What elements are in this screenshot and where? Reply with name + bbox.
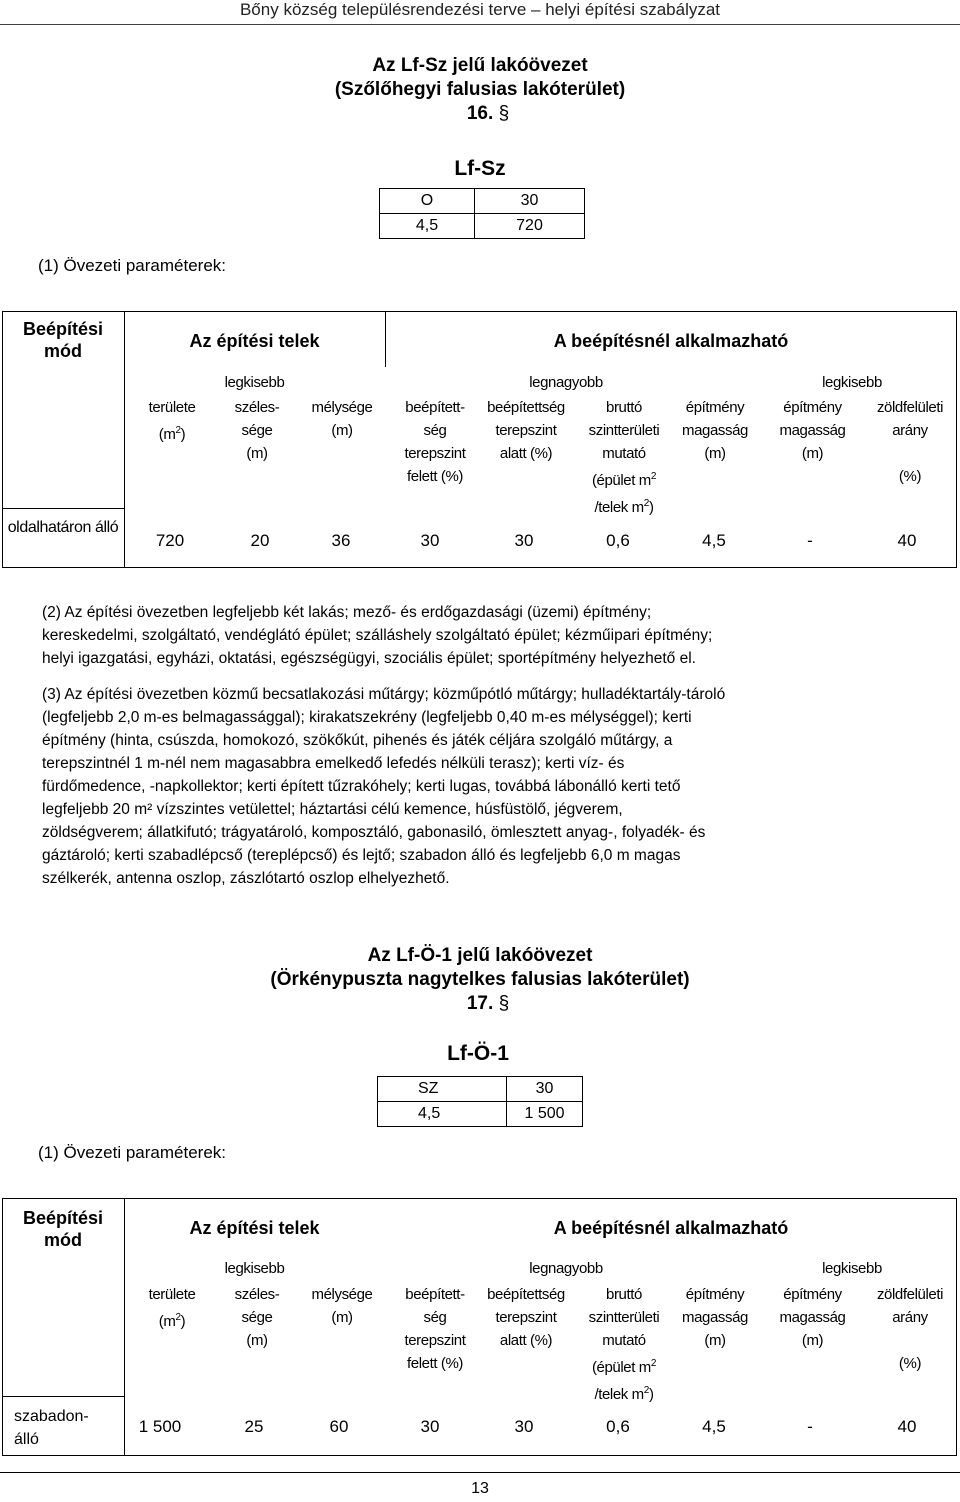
- col-header: mélysége (m): [311, 1286, 373, 1326]
- table-cell: 25: [244, 1417, 264, 1436]
- section-title: Az Lf-Sz jelű lakóövezet: [372, 55, 588, 76]
- col-header: széles- sége (m): [234, 1286, 280, 1349]
- paragraph-3: (3) Az építési övezetben közmű becsatlakozási műtárgy; közműpótló műtárgy; hulladéktartály-tároló (legfeljebb 2,0 m-es belmagassággal); kirakatszekrény (legfeljebb 0,40 m-es mélységgel); kerti építmény (hinta, csúszda, homokozó, szökőkút, pihenés és játék céljára szolgáló műtárgy, a terepszintnél 1 m-nél nem magasabbra emelkedő lefedés nélküli terasz); kerti víz- és fürdőmedence, -napkollektor; kerti épített tűzrakóhely; kerti lugas, továbbá lábonálló kerti tető legfeljebb 20 m² vízszintes vetülettel; háztartási célú kemence, húsfüstölő, jégverem, zöldségverem; állatkifutó; trágyatároló, komposztáló, gabonasiló, ömlesztett anyag-, folyadék- és gáztároló; kerti szabadlépcső (tereplépcső) és lejtő; szabadon álló és legfeljebb 6,0 m magas szélkerék, antenna oszlop, zászlótartó oszlop elhelyezhető.: [42, 686, 726, 887]
- param-cell: SZ: [378, 1077, 507, 1102]
- col-header: beépített- ség terepszint felett (%): [404, 399, 466, 485]
- table-cell: 36: [331, 531, 351, 550]
- col-header: építmény magasság (m): [681, 1286, 748, 1349]
- col-header: zöldfelületi arány (%): [876, 399, 944, 485]
- group-header-apply: A beépítésnél alkalmazható: [553, 1218, 789, 1238]
- col-header: beépítettség terepszint alatt (%): [487, 399, 565, 462]
- table-cell: 4,5: [702, 1417, 726, 1436]
- table-cell: 0,6: [606, 1417, 630, 1436]
- sub-header-max: legnagyobb: [529, 1260, 603, 1277]
- zone-params-table: [377, 1076, 583, 1127]
- sub-header-min2: legkisebb: [822, 1260, 882, 1277]
- row-label: oldalhatáron álló: [7, 519, 119, 536]
- section-number: 16. §: [466, 103, 510, 124]
- table-cell: 720: [155, 531, 185, 550]
- zone-code: Lf-Sz: [454, 157, 506, 180]
- row-label: szabadon- álló: [14, 1408, 89, 1448]
- col-header: mélysége (m): [311, 399, 373, 439]
- col-header: beépítettség terepszint alatt (%): [487, 1286, 565, 1349]
- running-header: Bőny község településrendezési terve – helyi építési szabályzat: [239, 0, 721, 19]
- section-number: 17. §: [466, 993, 510, 1014]
- col-header: építmény magasság (m): [779, 1286, 846, 1349]
- col-header: építmény magasság (m): [681, 399, 748, 462]
- col-header: területe $(m^2)$: [148, 1286, 196, 1330]
- sub-header-max: legnagyobb: [529, 374, 603, 391]
- table-cell: 40: [897, 1417, 917, 1436]
- param-cell: O: [380, 189, 475, 214]
- table-cell: 1 500: [138, 1417, 182, 1436]
- page-number: 13: [471, 1480, 489, 1497]
- zone-params-table: [379, 188, 585, 239]
- sub-header-min: legkisebb: [224, 374, 285, 391]
- params-label: (1) Övezeti paraméterek:: [38, 256, 227, 275]
- table-cell: 0,6: [606, 531, 630, 550]
- table-cell: 4,5: [702, 531, 726, 550]
- col-header: beépített- ség terepszint felett (%): [404, 1286, 466, 1372]
- zone-code: Lf-Ö-1: [447, 1042, 509, 1065]
- section-subtitle: (Szőlőhegyi falusias lakóterület): [334, 79, 626, 100]
- table-cell: 30: [514, 1417, 534, 1436]
- param-cell: 30: [507, 1077, 583, 1102]
- header-rule: [0, 24, 960, 25]
- group-header-lot: Az építési telek: [189, 331, 320, 351]
- param-cell: 1 500: [507, 1102, 583, 1127]
- group-header-apply: A beépítésnél alkalmazható: [553, 331, 789, 351]
- table-cell: 20: [250, 531, 270, 550]
- param-cell: 720: [475, 214, 585, 239]
- col-header: területe $(m^2)$: [148, 399, 196, 443]
- col-header: széles- sége (m): [234, 399, 280, 462]
- table-cell: 40: [897, 531, 917, 550]
- section-subtitle: (Örkénypuszta nagytelkes falusias lakóterület): [270, 969, 690, 990]
- param-cell: 4,5: [378, 1102, 507, 1127]
- table-cell: -: [807, 531, 813, 550]
- footer-rule: [0, 1472, 960, 1473]
- param-cell: 30: [475, 189, 585, 214]
- table-cell: 60: [329, 1417, 349, 1436]
- col-header: zöldfelületi arány (%): [876, 1286, 944, 1372]
- col-header: építmény magasság (m): [779, 399, 846, 462]
- sub-header-min: legkisebb: [224, 1260, 285, 1277]
- col-header-mode: Beépítési mód: [22, 319, 104, 361]
- group-header-lot: Az építési telek: [189, 1218, 320, 1238]
- table-cell: 30: [420, 531, 440, 550]
- paragraph-2: (2) Az építési övezetben legfeljebb két lakás; mező- és erdőgazdasági (üzemi) építmény; kereskedelmi, szolgáltató, vendéglátó épület; szálláshely szolgáltató épület; kézműipari építmény; helyi igazgatási, egyházi, oktatási, egészségügyi, szociális épület; sportépítmény helyezhető el.: [42, 604, 713, 667]
- table-cell: 30: [420, 1417, 440, 1436]
- params-label: (1) Övezeti paraméterek:: [38, 1143, 227, 1162]
- table-cell: 30: [514, 531, 534, 550]
- col-header: bruttó szintterületi mutató (épület $m^2$ /telek $m^2$): [588, 399, 660, 516]
- col-header: bruttó szintterületi mutató (épület $m^2$ /telek $m^2$): [588, 1286, 660, 1403]
- col-header-mode: Beépítési mód: [22, 1208, 104, 1250]
- sub-header-min2: legkisebb: [822, 374, 882, 391]
- param-cell: 4,5: [380, 214, 475, 239]
- table-cell: -: [807, 1417, 813, 1436]
- section-title: Az Lf-Ö-1 jelű lakóövezet: [367, 945, 593, 966]
